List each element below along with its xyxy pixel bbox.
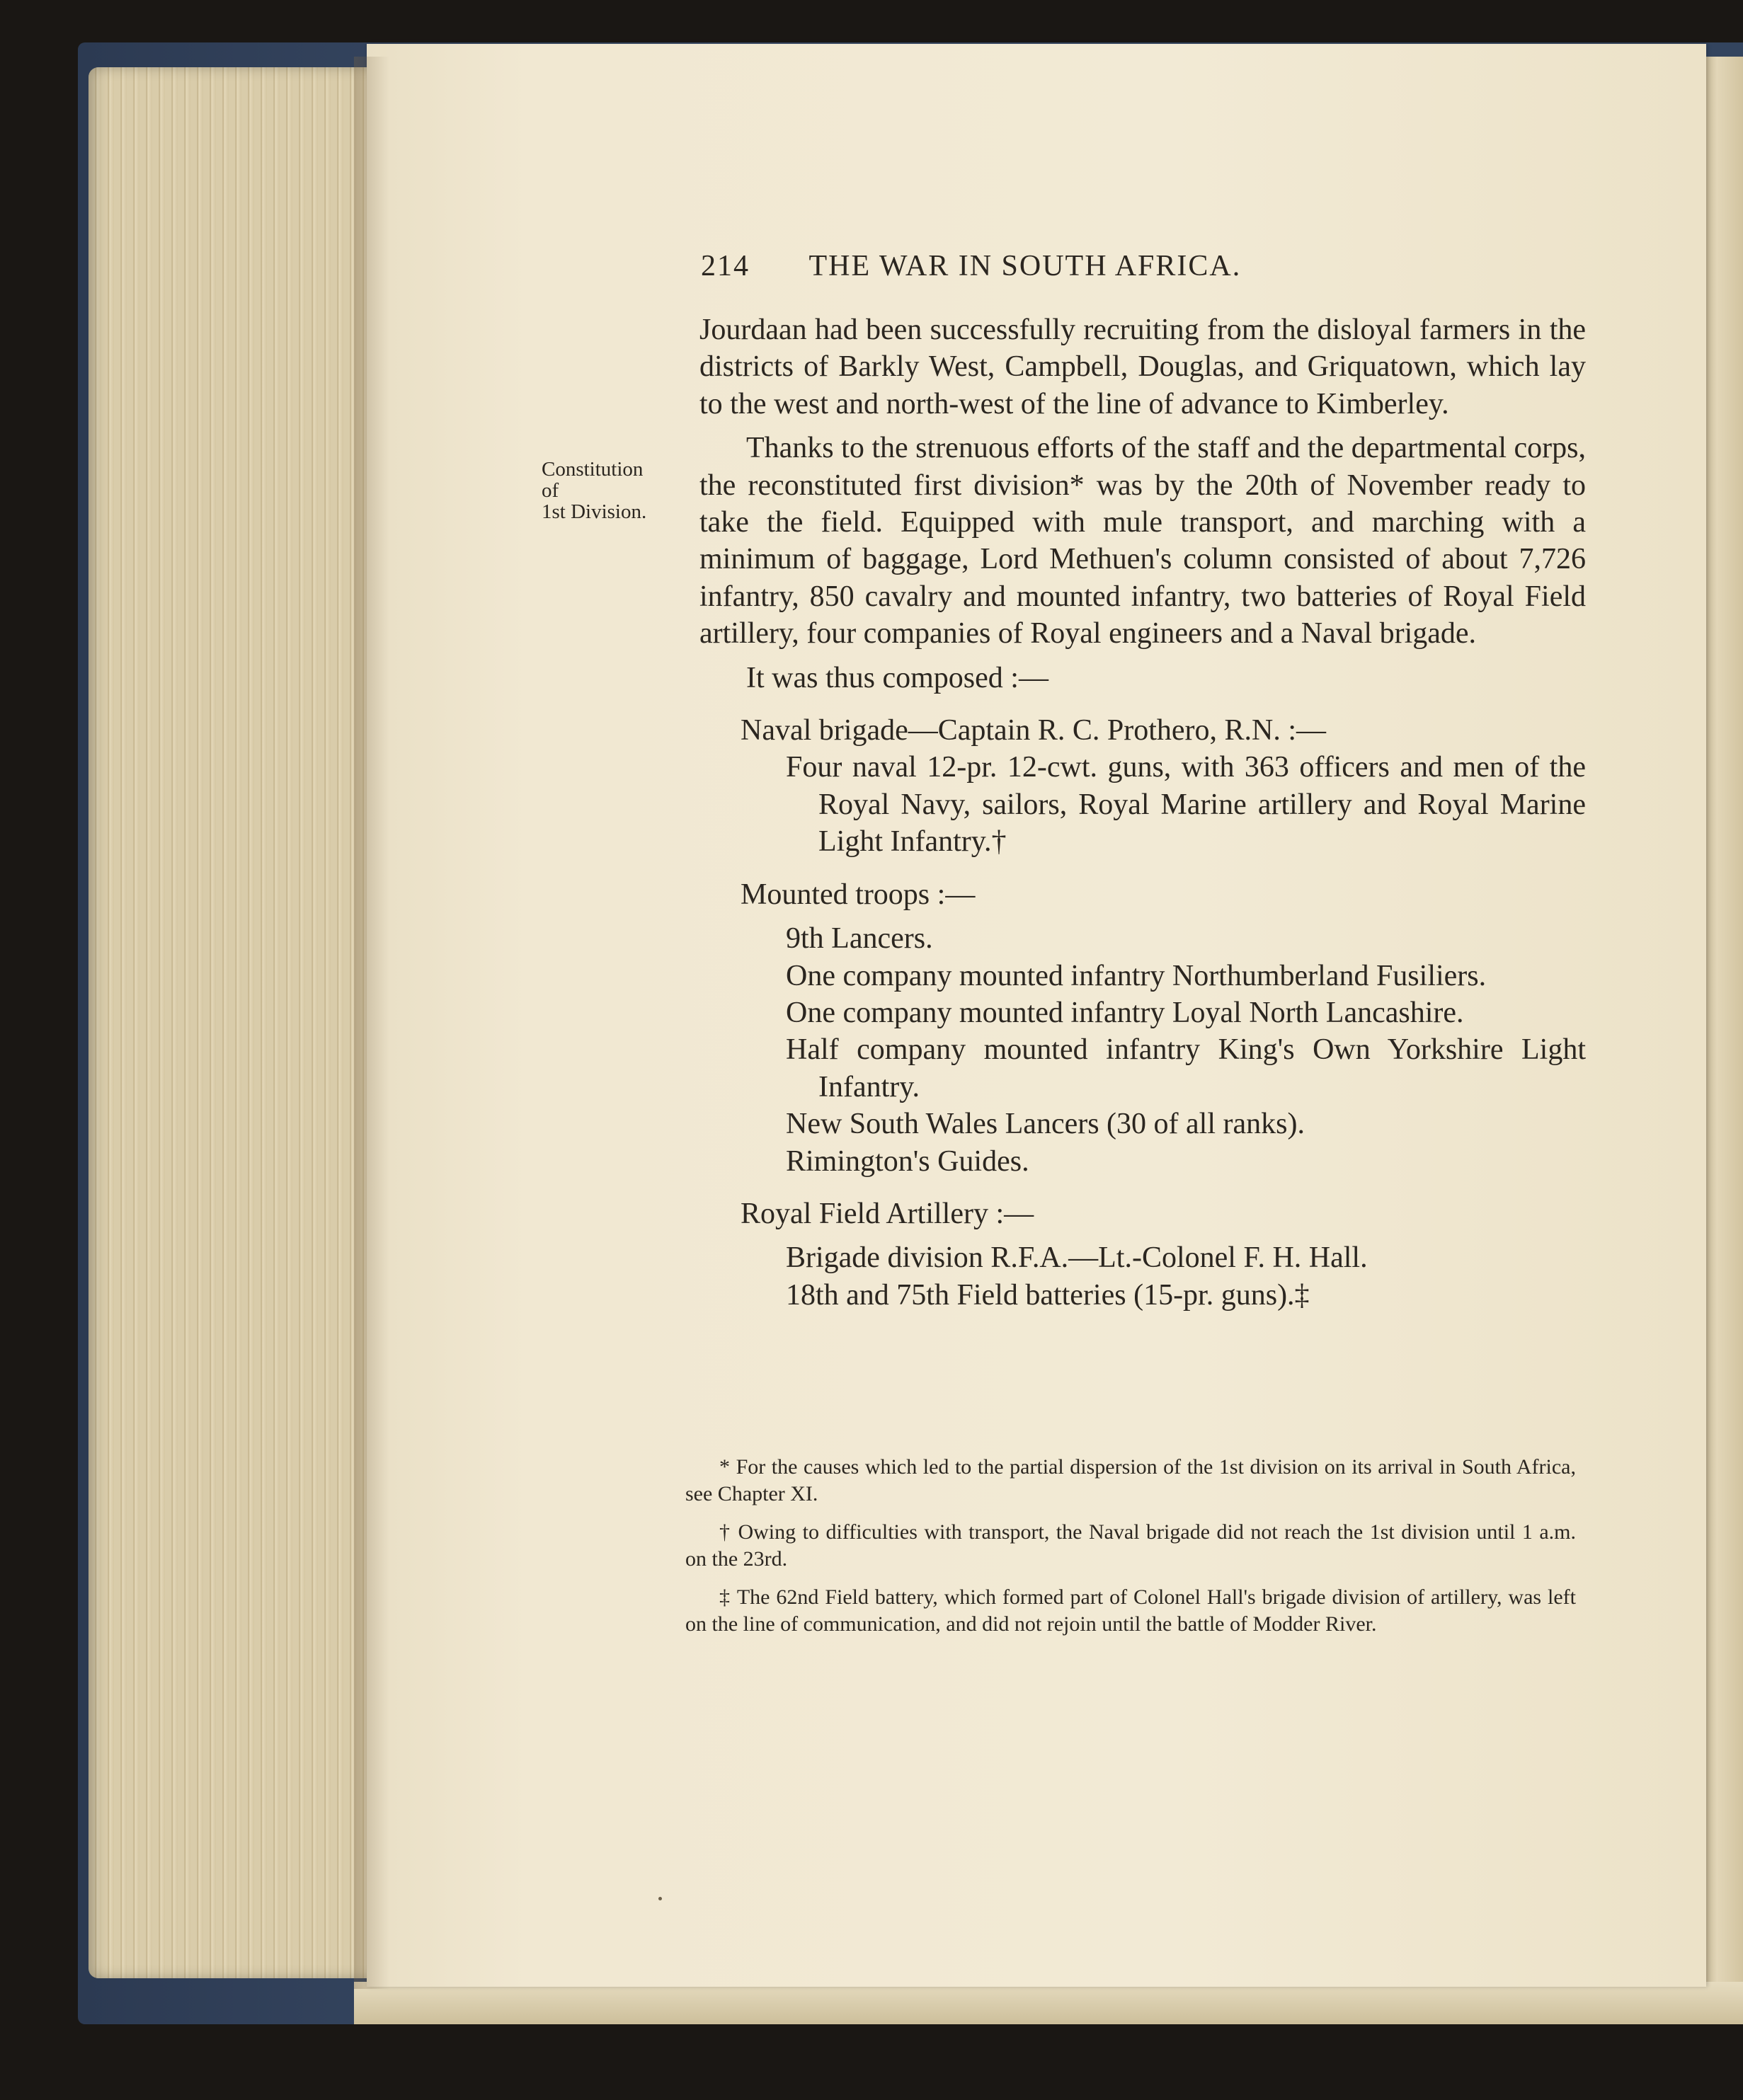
running-title: THE WAR IN SOUTH AFRICA. [808,250,1242,282]
paragraph: Jourdaan had been successfully recruiting from the disloyal farmers in the districts of Barkly West, Campbell, Douglas, and Griquatown, which lay to the west and north-west of the line of advance to Kimberley. [699,314,1586,420]
footnote: ‡ The 62nd Field battery, which formed part of Colonel Hall's brigade division of artillery, was left on the line of communication, and did not rejoin until the battle of Modder River. [685,1585,1576,1636]
list-item: Four naval 12-pr. 12-cwt. guns, with 363 officers and men of the Royal Navy, sailors, Royal Marine artillery and Royal Marine Light Infantry.† [786,751,1586,859]
list-item: Rimington's Guides. [786,1144,1029,1178]
page-header [701,249,1409,283]
list-heading: Mounted troops :— [741,878,976,911]
margin-note-line: of [542,479,559,502]
list-heading: Royal Field Artillery :— [741,1197,1034,1230]
footnote: † Owing to difficulties with transport, the Naval brigade did not reach the 1st division until 1 a.m. on the 23rd. [685,1520,1576,1571]
margin-note-line: 1st Division. [542,500,647,523]
margin-note-line: Constitution [542,458,644,481]
list-item: Half company mounted infantry King's Own Yorkshire Light Infantry. [786,1033,1586,1103]
footnotes [685,1454,1576,1649]
list-item: 9th Lancers. [786,922,933,956]
page-number: 214 [701,250,750,282]
list-item: One company mounted infantry Northumberland Fusiliers. [786,959,1487,992]
paragraph: Thanks to the strenuous efforts of the staff and the departmental corps, the reconstituted first division* was by the 20th of November ready to take the field. Equipped with mule transport, and marching with a minimum of baggage, Lord Methuen's column consisted of about 7,726 infantry, 850 cavalry and mounted infantry, two batteries of Royal Field artillery, four companies of Royal engineers and a Naval brigade. [699,432,1586,650]
list-item: 18th and 75th Field batteries (15-pr. guns).‡ [786,1278,1310,1312]
next-page-edge [1703,57,1743,1996]
list-heading: Naval brigade—Captain R. C. Prothero, R.N. :— [741,714,1327,747]
body-text [699,311,1586,1314]
paragraph: It was thus composed :— [746,661,1048,694]
gutter-shadow [354,57,389,1989]
margin-note [542,459,690,522]
footnote: * For the causes which led to the partial dispersion of the 1st division on its arrival in South Africa, see Chapter XI. [685,1455,1576,1505]
list-item: One company mounted infantry Loyal North Lancashire. [786,996,1464,1029]
page-edges [88,67,386,1978]
list-item: New South Wales Lancers (30 of all ranks). [786,1108,1305,1141]
list-item: Brigade division R.F.A.—Lt.-Colonel F. H. Hall. [786,1241,1368,1275]
page-speck [658,1897,662,1900]
bottom-page-edge [354,1982,1743,2024]
